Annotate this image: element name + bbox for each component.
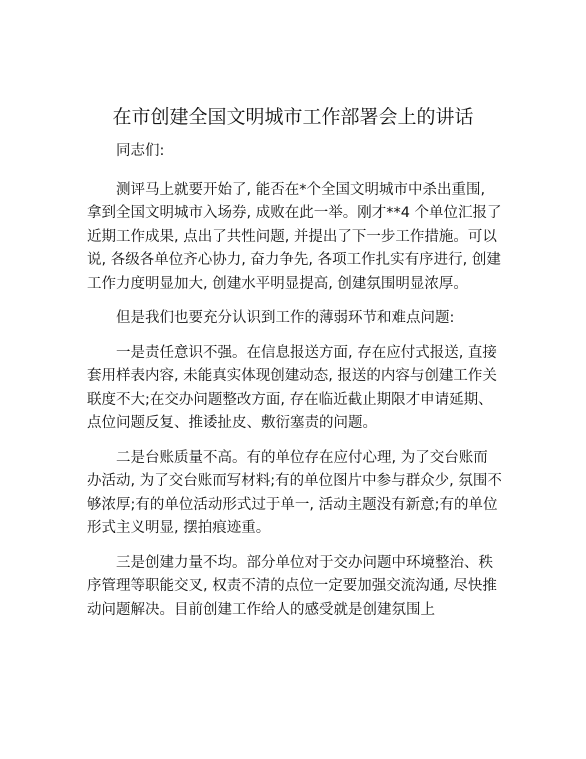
document-body — [87, 140, 502, 633]
paragraph-5: 三是创建力量不均。部分单位对于交办问题中环境整治、秩序管理等职能交叉, 权责不清的点位一定要加强交流沟通, 尽快推动问题解决。目前创建工作给人的感受就是创建氛围上 — [87, 554, 497, 618]
paragraph-3: 一是责任意识不强。在信息报送方面, 存在应付式报送, 直接套用样表内容, 未能真实体现创建动态, 报送的内容与创建工作关联度不大;在交办问题整改方面, 存在临近截止期限才申请延期、点位问题反复、推诿扯皮、敷衍塞责的问题。 — [87, 344, 497, 431]
paragraph-2: 但是我们也要充分认识到工作的薄弱环节和难点问题: — [116, 310, 455, 326]
paragraph-1: 测评马上就要开始了, 能否在*个全国文明城市中杀出重围, 拿到全国文明城市入场券, 成败在此一举。刚才**4 个单位汇报了近期工作成果, 点出了共性问题, 并提出了下一步工作措施。可以说, 各级各单位齐心协力, 奋力争先, 各项工作扎实有序进行, 创建工作力度明显加大, 创建水平明显提高, 创建氛围明显浓厚。 — [87, 181, 502, 292]
document-title: 在市创建全国文明城市工作部署会上的讲话 — [112, 106, 474, 128]
paragraph-4: 二是台账质量不高。有的单位存在应付心理, 为了交台账而办活动, 为了交台账而写材料;有的单位图片中参与群众少, 氛围不够浓厚;有的单位活动形式过于单一, 活动主题没有新意;有的单位形式主义明显, 摆拍痕迹重。 — [87, 449, 502, 536]
salutation: 同志们: — [116, 143, 165, 159]
